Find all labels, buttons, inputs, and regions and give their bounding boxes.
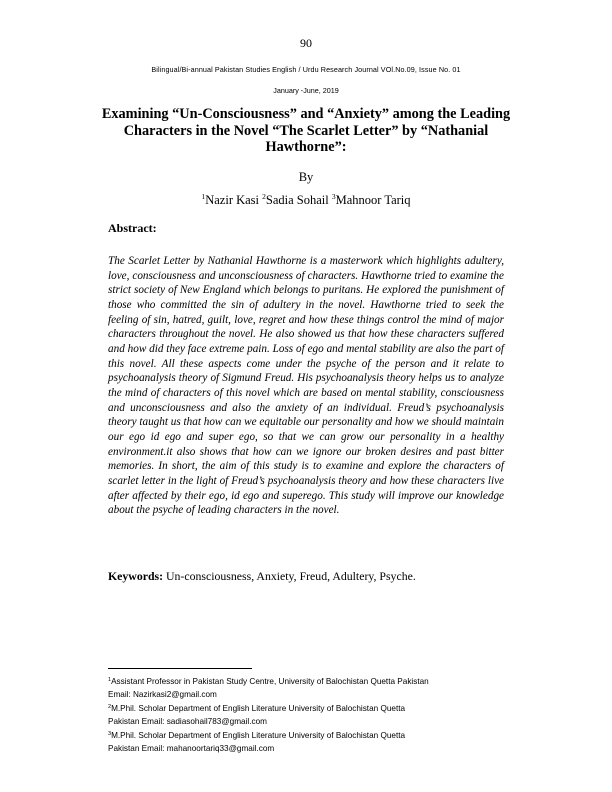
author-list xyxy=(0,193,612,208)
footnote-mark: 1 xyxy=(108,677,112,683)
keywords xyxy=(108,569,504,584)
abstract-text: The Scarlet Letter by Nathanial Hawthorne is a masterwork which highlights adultery, love, consciousness and unconsciousness of characters. Hawthorne tried to examine the strict society of New England which belongs to puritans. He explored the punishment of those who committed the sin of adultery in the novel. Hawthorne tried to seek the feeling of sin, hatred, guilt, love, regret and how these things control the mind of major characters throughout the novel. He also showed us that how these characters suffered and how did they face extreme pain. Loss of ego and mental stability are also the part of this novel. All these aspects come under the psyche of the person and it relate to psychoanalysis theory of Sigmund Freud. His psychoanalysis theory helps us to analyze the mind of characters of this novel which are based on mental stability, consciousness and unconsciousness and also the anxiety of an individual. Freud’s psychoanalysis theory taught us that how can we equitable our personality and how we should maintain our ego id ego and super ego, so that we can grow our personality in a healthy environment.it also shows that how can we ignore our broken desires and past bitter memories. In short, the aim of this study is to examine and explore the characters of scarlet letter in the light of Freud’s psychoanalysis theory and how these characters live after affected by their ego, id ego and superego. This study will improve our knowledge about the psyche of leading characters in the novel. xyxy=(108,255,504,517)
footnote-text: M.Phil. Scholar Department of English Literature University of Balochistan Quetta xyxy=(111,730,406,740)
abstract-heading: Abstract: xyxy=(108,221,157,235)
keywords-text: Un-consciousness, Anxiety, Freud, Adultery, Psyche. xyxy=(166,569,416,583)
footnote-mark: 3 xyxy=(108,730,112,737)
footnote-text: M.Phil. Scholar Department of English Literature University of Balochistan Quetta xyxy=(111,703,406,713)
article-title: Examining “Un-Consciousness” and “Anxiety” among the Leading Characters in the Novel “The Scarlet Letter” by “Nathanial Hawthorne”: xyxy=(101,106,511,155)
footnote-divider xyxy=(108,668,252,669)
footnote-email: Pakistan Email: sadiasohail783@gmail.com xyxy=(108,717,267,727)
footnote xyxy=(108,675,508,702)
footnote-line xyxy=(108,675,508,688)
page-number: 90 xyxy=(300,36,312,50)
author-mark: 3 xyxy=(331,192,336,201)
issue-date: January -June, 2019 xyxy=(273,86,339,95)
keywords-label: Keywords: xyxy=(108,569,164,583)
author-name: Mahnoor Tariq xyxy=(335,193,411,207)
by-line: By xyxy=(298,170,314,184)
footnote-text: Assistant Professor in Pakistan Study Centre, University of Balochistan Quetta Pakistan xyxy=(111,677,429,686)
footnote xyxy=(108,729,508,756)
author-name: Nazir Kasi xyxy=(205,193,260,207)
footnotes xyxy=(108,675,508,755)
footnote xyxy=(108,702,508,729)
footnote-mark: 2 xyxy=(108,703,112,710)
author-name: Sadia Sohail xyxy=(265,193,329,207)
journal-header: Bilingual/Bi-annual Pakistan Studies English / Urdu Research Journal VOl.No.09, Issue No. 01 xyxy=(151,65,461,74)
author-mark: 1 xyxy=(201,192,206,201)
footnote-line xyxy=(108,702,508,715)
footnote-email: Email: Nazirkasi2@gmail.com xyxy=(108,690,217,700)
author-mark: 2 xyxy=(262,192,266,201)
footnote-line xyxy=(108,729,508,742)
footnote-email: Pakistan Email: mahanoortariq33@gmail.com xyxy=(108,744,275,754)
